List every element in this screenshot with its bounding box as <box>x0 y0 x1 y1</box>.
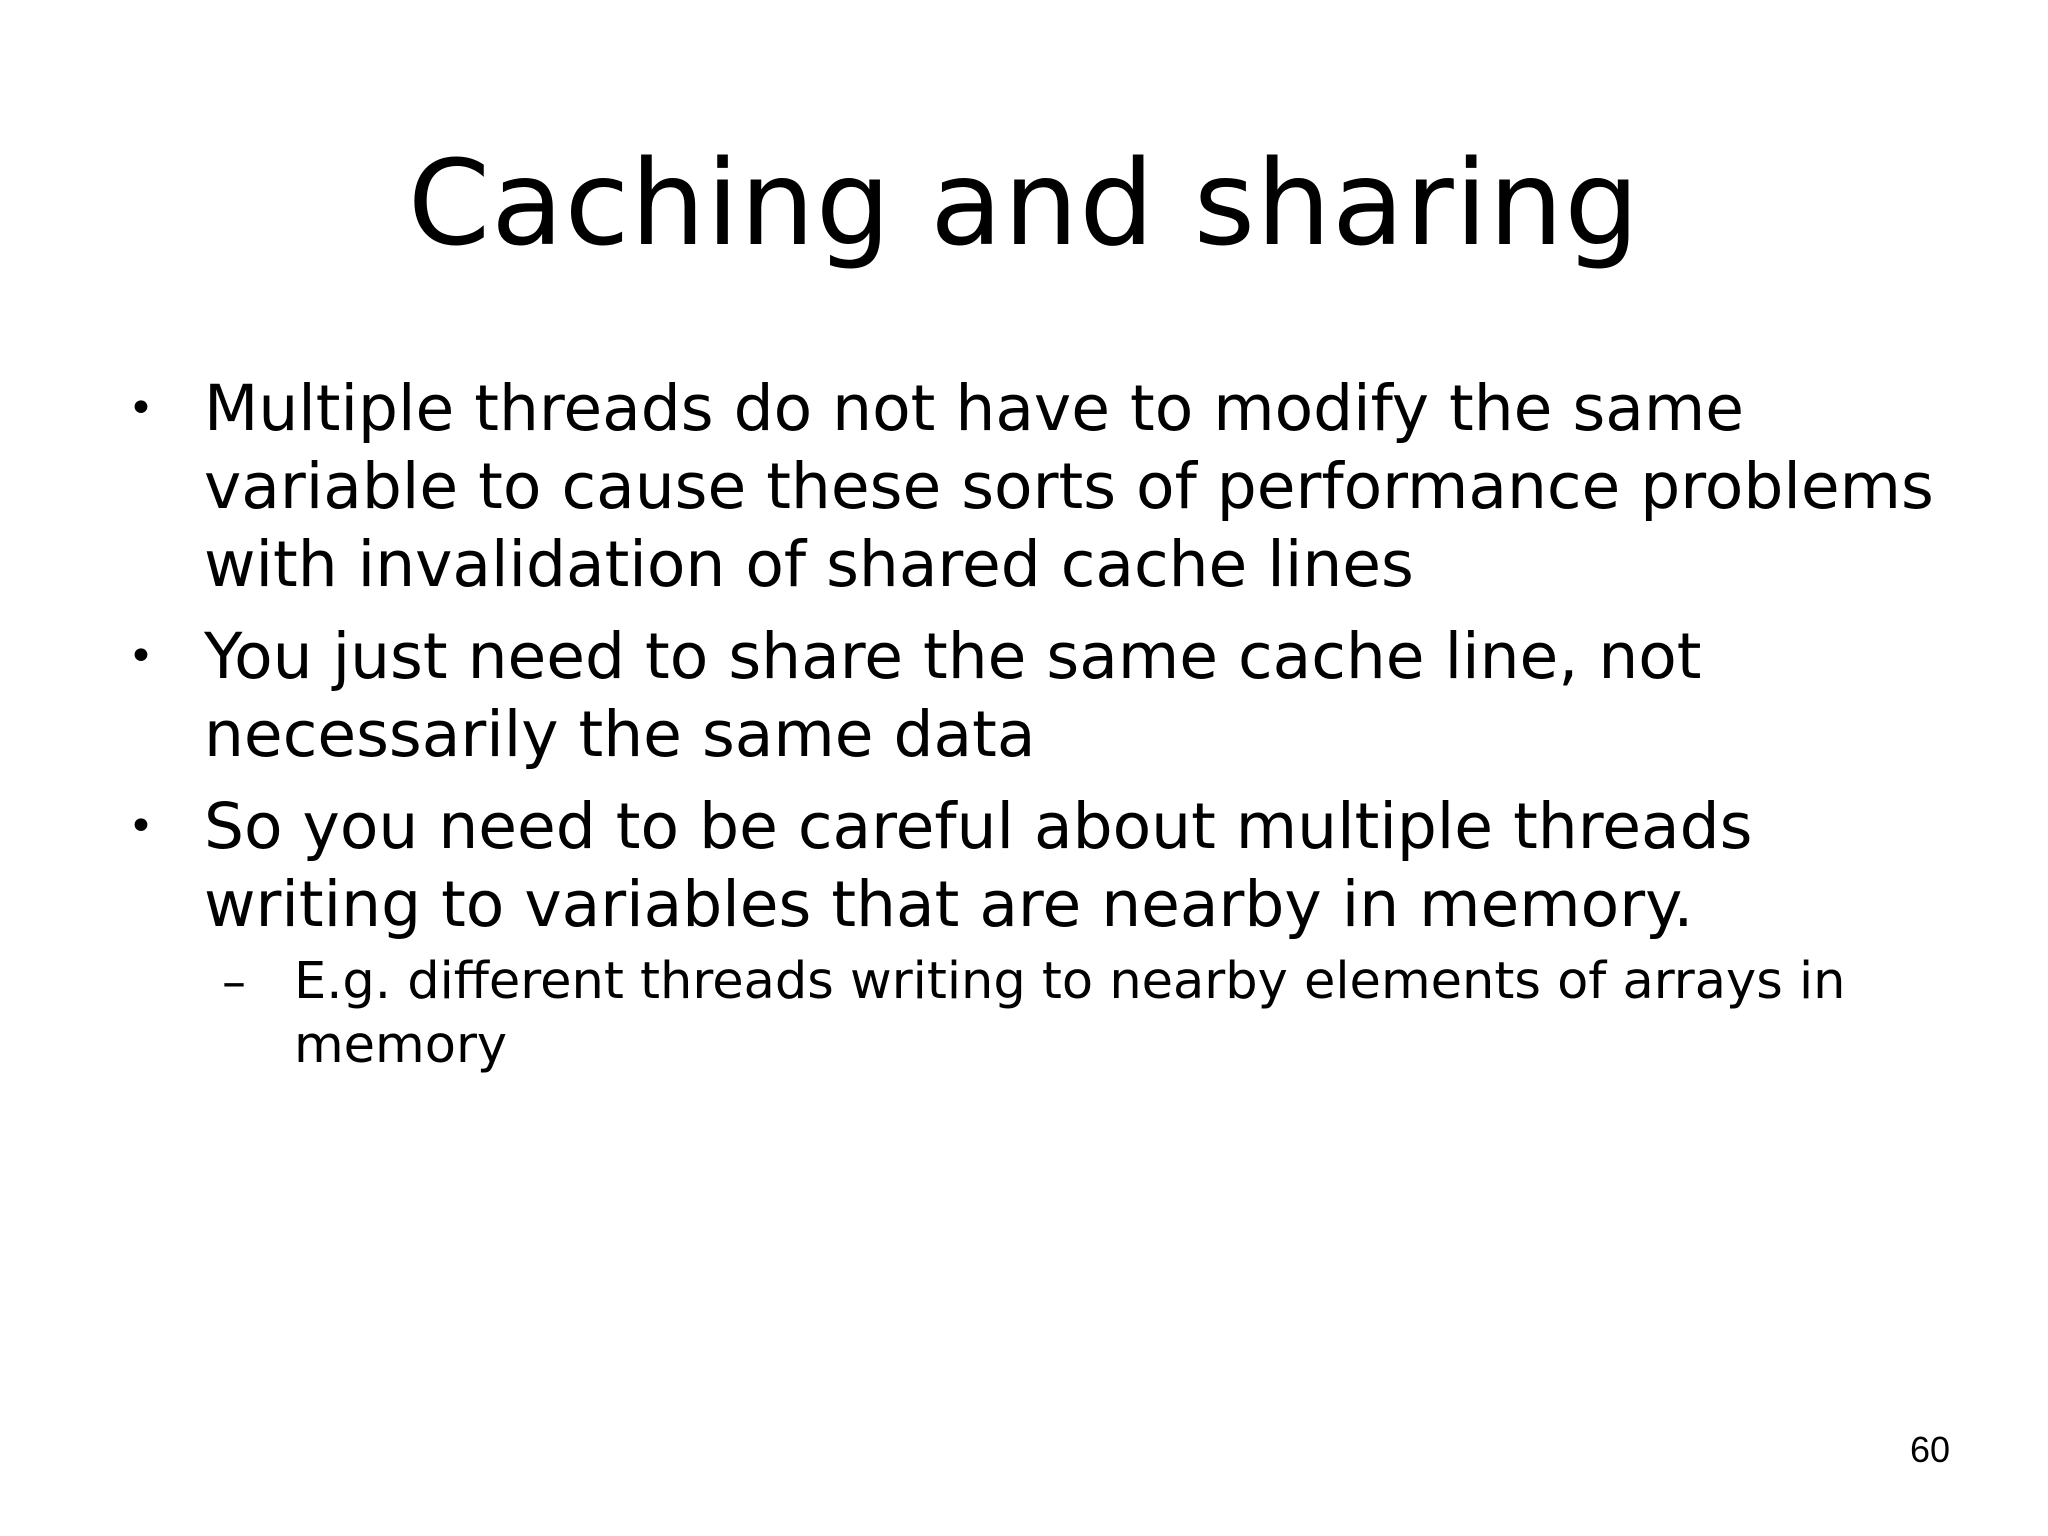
bullet-text: You just need to share the same cache line, not necessarily the same data <box>204 620 1702 771</box>
bullet-marker: • <box>128 631 154 682</box>
bullet-item <box>120 788 1940 1078</box>
sub-bullet-list <box>204 950 1940 1078</box>
sub-bullet-marker: – <box>222 954 246 1010</box>
bullet-text: Multiple threads do not have to modify the same variable to cause these sorts of performance problems with invalidation of shared cache lines <box>204 372 1934 601</box>
bullet-text: So you need to be careful about multiple threads writing to variables that are nearby in memory. <box>204 790 1753 941</box>
sub-bullet-text: E.g. different threads writing to nearby elements of arrays in memory <box>294 952 1846 1075</box>
page-number: 60 <box>1909 1429 1950 1470</box>
bullet-item <box>120 618 1940 774</box>
bullet-marker: • <box>128 383 154 434</box>
slide-title: Caching and sharing <box>407 134 1641 272</box>
sub-bullet-item <box>204 950 1940 1078</box>
bullet-item <box>120 370 1940 604</box>
bullet-list <box>120 370 1940 1092</box>
bullet-marker: • <box>128 801 154 852</box>
